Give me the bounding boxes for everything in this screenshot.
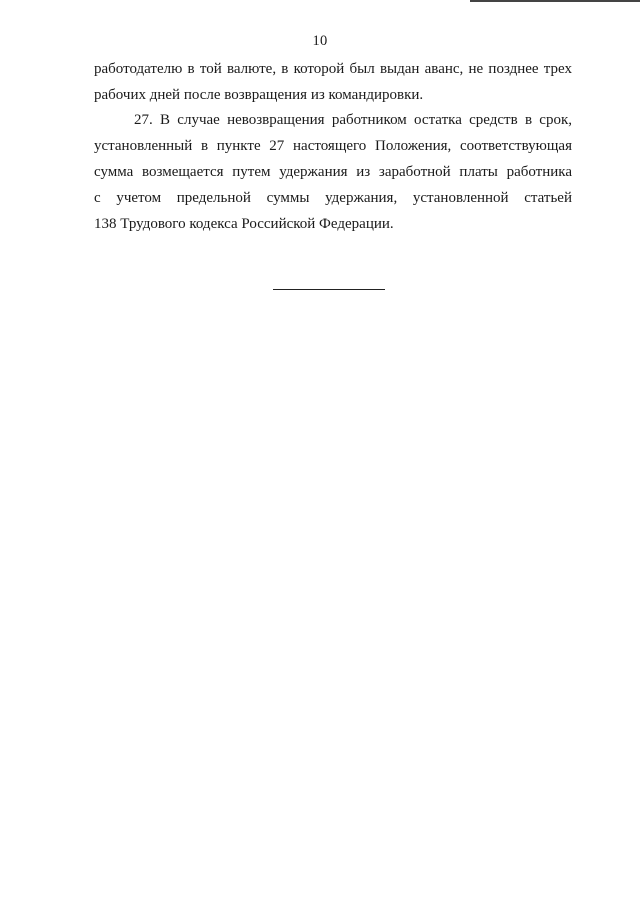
text-line: установленный в пункте 27 настоящего Положения, соответствующая: [94, 138, 572, 154]
text-line: 138 Трудового кодекса Российской Федерации.: [94, 216, 394, 232]
paragraph-27: [94, 107, 572, 237]
paragraph-continuation: [94, 56, 572, 108]
text-line: с учетом предельной суммы удержания, установленной статьей: [94, 190, 572, 206]
end-separator-line: [273, 289, 385, 290]
text-line: сумма возмещается путем удержания из заработной платы работника: [94, 164, 572, 180]
text-line: рабочих дней после возвращения из командировки.: [94, 87, 424, 103]
scan-edge-line: [470, 0, 640, 2]
page-number: 10: [312, 33, 328, 49]
text-line: 27. В случае невозвращения работником остатка средств в срок,: [134, 112, 572, 128]
text-line: работодателю в той валюте, в которой был выдан аванс, не позднее трех: [94, 61, 572, 77]
